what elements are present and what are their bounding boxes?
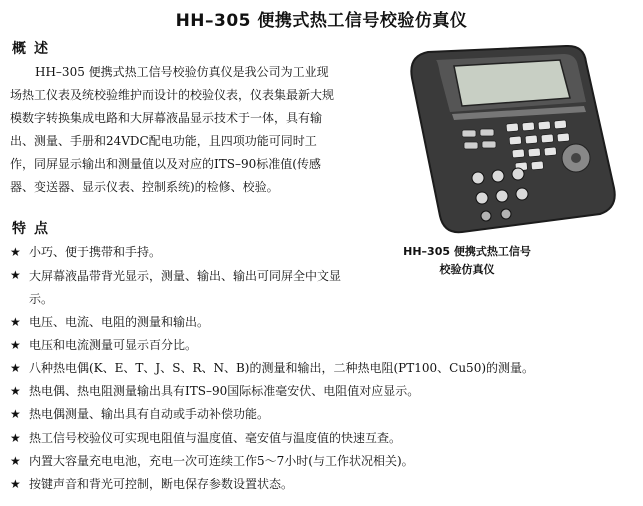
feature-text: 按键声音和背光可控制，断电保存参数设置状态。	[29, 476, 294, 491]
feature-text: 电压、电流、电阻的测量和输出。	[29, 314, 210, 329]
feature-item	[10, 474, 630, 497]
feature-text: 热工信号校验仪可实现电阻值与温度值、毫安值与温度值的快速互查。	[29, 430, 402, 445]
star-icon: ★	[10, 430, 21, 445]
device-screen	[454, 60, 570, 106]
image-caption	[392, 243, 542, 279]
overview-text	[10, 61, 340, 199]
star-icon: ★	[10, 453, 21, 468]
feature-text: 八种热电偶(K、E、T、J、S、R、N、B)的测量和输出，二种热电阻(PT100、Cu50)的测量。	[29, 360, 535, 375]
calibrator-device-image	[388, 38, 638, 238]
feature-text: 电压和电流测量可显示百分比。	[29, 337, 198, 352]
caption-line-1: HH–305 便携式热工信号	[403, 245, 531, 258]
features-heading: 特点	[12, 221, 56, 237]
feature-text: 内置大容量充电电池，充电一次可连续工作5～7小时(与工作状况相关)。	[29, 453, 414, 468]
feature-text: 大屏幕液晶带背光显示，测量、输出、输出可同屏全中文显示。	[29, 269, 342, 307]
feature-text: 小巧、便于携带和手持。	[29, 245, 162, 259]
feature-item	[10, 451, 630, 474]
feature-item	[10, 265, 359, 311]
feature-item	[10, 335, 630, 358]
star-icon: ★	[10, 268, 21, 283]
page-title: HH–305 便携式热工信号校验仿真仪	[175, 11, 468, 31]
star-icon: ★	[10, 407, 21, 422]
features-list	[10, 242, 630, 497]
star-icon: ★	[10, 245, 21, 259]
feature-item	[10, 358, 630, 381]
star-icon: ★	[10, 314, 21, 329]
feature-item	[10, 381, 630, 404]
star-icon: ★	[10, 476, 21, 491]
star-icon: ★	[10, 360, 21, 375]
caption-line-2: 校验仿真仪	[439, 263, 495, 276]
feature-item	[10, 312, 630, 335]
star-icon: ★	[10, 384, 21, 399]
feature-item	[10, 404, 630, 427]
star-icon: ★	[10, 337, 21, 352]
feature-text: 热电偶、热电阻测量输出具有ITS–90国际标准毫安伏、电阻值对应显示。	[29, 384, 420, 399]
feature-text: 热电偶测量、输出具有自动或手动补偿功能。	[29, 407, 270, 422]
overview-paragraph: HH–305 便携式热工信号校验仿真仪是我公司为工业现场热工仪表及统校验维护而设计的校验仪表，仪表集最新大规模数字转换集成电路和大屏幕液晶显示技术于一体，具有输出、测量、手册和24VDC配电功能，且四项功能可同时工作，同屏显示输出和测量值以及对应的ITS–90标准值(传感器、变送器、显示仪表、控制系统)的检修、校验。	[10, 65, 335, 194]
overview-heading: 概述	[12, 41, 56, 57]
feature-item	[10, 428, 630, 451]
